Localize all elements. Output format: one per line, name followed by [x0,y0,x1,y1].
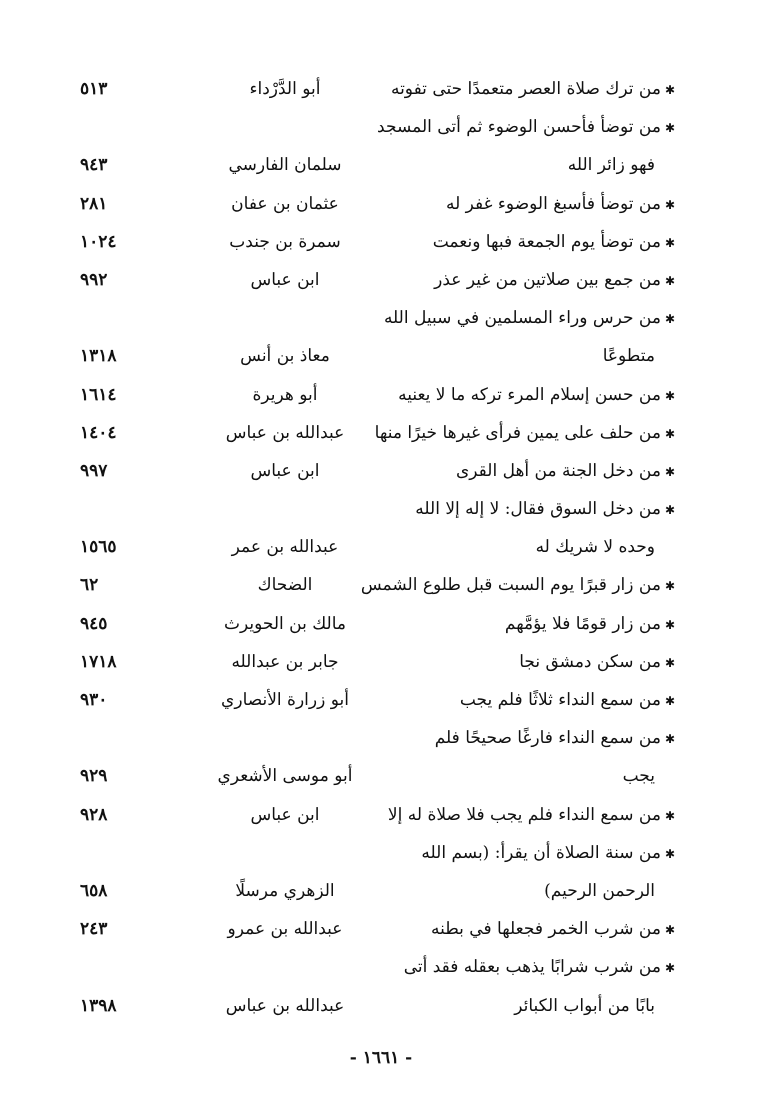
hadith-number: ٩٤٥ [80,613,108,634]
hadith-number: ٢٨١ [80,193,108,214]
hadith-number: ٦٥٨ [80,880,108,901]
narrator-name: عثمان بن عفان [231,193,339,214]
narrator-name: معاذ بن أنس [240,346,330,367]
narrator-name: عبدالله بن عباس [225,995,345,1016]
narrator-name: عبدالله بن عمرو [227,919,343,940]
index-row [80,261,675,299]
narrator-name: الضحاك [257,575,313,596]
narrator-name: مالك بن الحويرث [223,613,347,634]
index-row [80,452,675,490]
hadith-text: ✱ من سمع النداء ثلاثًا فلم يجب [375,681,675,719]
hadith-number [80,719,150,757]
index-row [80,146,675,184]
index-row [80,719,675,757]
hadith-number: ٩٤٣ [80,155,108,176]
narrator-name: أبو الدَّرْداء [249,79,321,99]
hadith-text: ✱ من حلف على يمين فرأى غيرها خيرًا منها [375,414,675,452]
hadith-text: ✱ من سمع النداء فارغًا صحيحًا فلم [375,719,675,757]
index-row [80,185,675,223]
hadith-number: ٦٢ [80,575,99,596]
hadith-text: ✱ من شرب الخمر فجعلها في بطنه [375,910,675,948]
index-row [80,414,675,452]
hadith-text: يجب [622,766,655,787]
hadith-number: ١٥٦٥ [80,537,117,558]
narrator-name: عبدالله بن عباس [225,422,345,443]
index-row [80,70,675,108]
hadith-text: ✱ من زار قبرًا يوم السبت قبل طلوع الشمس [375,566,675,604]
hadith-text: ✱ من توضأ فأسبغ الوضوء غفر له [375,185,675,223]
hadith-number: ٩٣٠ [80,690,108,710]
index-row [80,757,675,795]
hadith-text: وحده لا شريك له [535,537,655,558]
index-row [80,299,675,337]
hadith-number [80,948,150,986]
narrator-name: عبدالله بن عمر [231,537,339,558]
narrator-name: جابر بن عبدالله [231,651,339,672]
hadith-text: ✱ من دخل الجنة من أهل القرى [375,452,675,490]
hadith-text: ✱ من حسن إسلام المرء تركه ما لا يعنيه [375,376,675,414]
hadith-number: ١٦١٤ [80,384,117,405]
hadith-number: ٢٤٣ [80,919,108,940]
narrator-name [210,108,360,146]
hadith-text: ✱ من زار قومًا فلا يؤمَّهم [375,605,675,643]
index-row [80,605,675,643]
index-row [80,643,675,681]
index-row [80,337,675,375]
narrator-name: أبو موسى الأشعري [217,766,353,787]
index-row [80,376,675,414]
index-row [80,796,675,834]
narrator-name [210,834,360,872]
hadith-number: ٩٩٧ [80,460,108,481]
hadith-number: ١٣١٨ [80,346,117,367]
hadith-text: ✱ من توضأ يوم الجمعة فبها ونعمت [375,223,675,261]
index-row [80,834,675,872]
hadith-number: ١٠٢٤ [80,231,117,252]
hadith-text: بابًا من أبواب الكبائر [514,995,655,1016]
hadith-number [80,490,150,528]
narrator-name: ابن عباس [250,460,320,481]
hadith-text: ✱ من جمع بين صلاتين من غير عذر [375,261,675,299]
hadith-text: ✱ من حرس وراء المسلمين في سبيل الله [375,299,675,337]
hadith-text: متطوعًا [602,346,655,367]
hadith-text: ✱ من توضأ فأحسن الوضوء ثم أتى المسجد [375,108,675,146]
index-row [80,872,675,910]
index-row [80,987,675,1025]
narrator-name: سلمان الفارسي [228,155,342,176]
narrator-name: ابن عباس [250,804,320,825]
hadith-text: ✱ من سكن دمشق نجا [375,643,675,681]
index-row [80,948,675,986]
hadith-number: ٩٢٨ [80,804,108,825]
index-row [80,490,675,528]
narrator-name [210,719,360,757]
hadith-text: الرحمن الرحيم) [544,880,655,901]
hadith-text: ✱ من دخل السوق فقال: لا إله إلا الله [375,490,675,528]
index-row [80,910,675,948]
hadith-number [80,834,150,872]
hadith-number: ٥١٣ [80,79,108,99]
hadith-text: فهو زائر الله [567,155,655,176]
index-row [80,681,675,719]
hadith-text: ✱ من سمع النداء فلم يجب فلا صلاة له إلا [375,796,675,834]
hadith-number: ٩٩٢ [80,269,108,290]
narrator-name: أبو هريرة [252,384,318,405]
hadith-number: ٩٢٩ [80,766,108,787]
hadith-text: ✱ من سنة الصلاة أن يقرأ: (بسم الله [375,834,675,872]
hadith-text: ✱ من شرب شرابًا يذهب بعقله فقد أتى [375,948,675,986]
hadith-text: ✱ من ترك صلاة العصر متعمدًا حتى تفوته [375,70,675,108]
hadith-number: ١٣٩٨ [80,995,117,1016]
narrator-name: أبو زرارة الأنصاري [221,690,349,710]
page-number: - ١٦٦١ - [349,1048,413,1068]
hadith-number: ١٤٠٤ [80,422,117,443]
narrator-name [210,299,360,337]
hadith-number: ١٧١٨ [80,651,117,672]
narrator-name: الزهري مرسلًا [235,880,335,901]
hadith-index-table [80,70,675,1025]
narrator-name [210,490,360,528]
hadith-number [80,108,150,146]
index-row [80,528,675,566]
hadith-number [80,299,150,337]
narrator-name: سمرة بن جندب [229,231,341,252]
narrator-name [210,948,360,986]
index-row [80,223,675,261]
index-row [80,108,675,146]
narrator-name: ابن عباس [250,269,320,290]
index-row [80,566,675,604]
